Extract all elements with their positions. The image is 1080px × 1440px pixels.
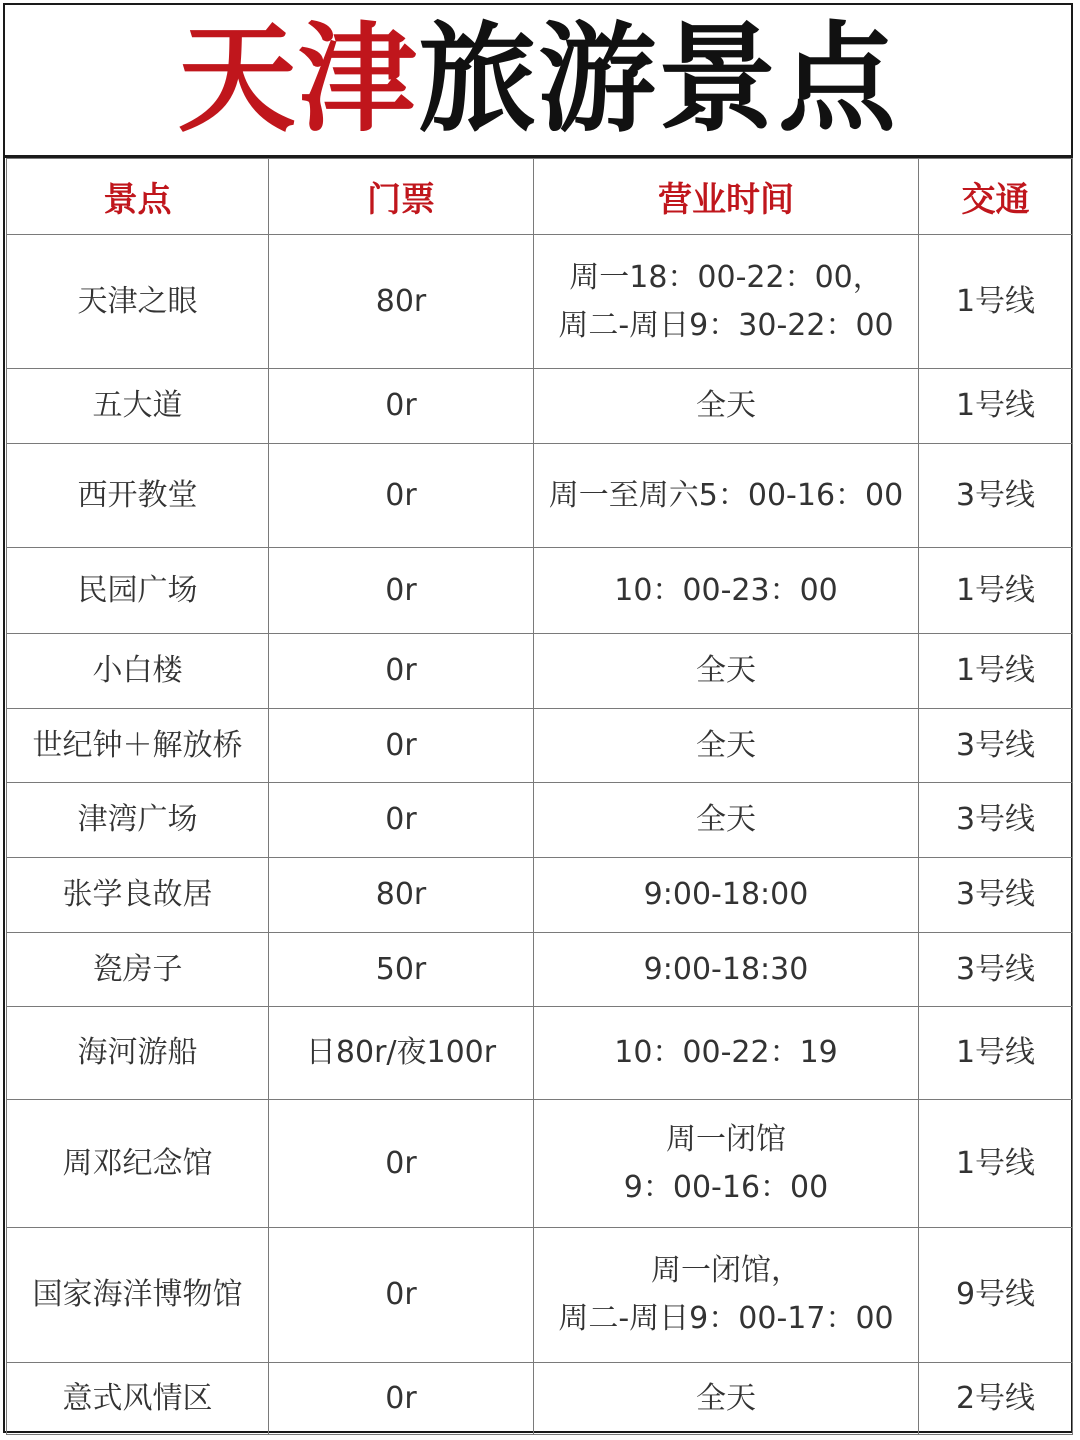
cell-transit: 1号线 bbox=[919, 369, 1073, 444]
header-ticket: 门票 bbox=[269, 159, 534, 235]
hours-line: 10：00-22：19 bbox=[614, 1035, 838, 1070]
table-body bbox=[7, 235, 1073, 1435]
table-row bbox=[7, 1363, 1073, 1435]
table-row bbox=[7, 1007, 1073, 1100]
cell-attraction: 周邓纪念馆 bbox=[7, 1100, 269, 1228]
cell-transit: 3号线 bbox=[919, 933, 1073, 1007]
cell-attraction: 瓷房子 bbox=[7, 933, 269, 1007]
table-row bbox=[7, 548, 1073, 634]
table-row bbox=[7, 444, 1073, 548]
header-transit: 交通 bbox=[919, 159, 1073, 235]
header-attraction: 景点 bbox=[7, 159, 269, 235]
cell-ticket: 0r bbox=[269, 369, 534, 444]
cell-transit: 3号线 bbox=[919, 858, 1073, 933]
hours-line: 全天 bbox=[696, 802, 756, 837]
cell-transit: 1号线 bbox=[919, 1007, 1073, 1100]
cell-hours bbox=[534, 235, 919, 369]
cell-hours bbox=[534, 1363, 919, 1435]
cell-hours bbox=[534, 1007, 919, 1100]
cell-ticket: 0r bbox=[269, 1363, 534, 1435]
cell-hours bbox=[534, 634, 919, 709]
cell-transit: 1号线 bbox=[919, 634, 1073, 709]
title-rest: 旅游景点 bbox=[418, 10, 899, 148]
table-row bbox=[7, 235, 1073, 369]
cell-ticket: 0r bbox=[269, 1228, 534, 1363]
cell-transit: 1号线 bbox=[919, 1100, 1073, 1228]
header-hours: 营业时间 bbox=[534, 159, 919, 235]
cell-hours bbox=[534, 1228, 919, 1363]
table-row bbox=[7, 783, 1073, 858]
cell-ticket: 80r bbox=[269, 235, 534, 369]
cell-hours bbox=[534, 709, 919, 783]
cell-attraction: 小白楼 bbox=[7, 634, 269, 709]
cell-transit: 3号线 bbox=[919, 709, 1073, 783]
cell-transit: 9号线 bbox=[919, 1228, 1073, 1363]
table-row bbox=[7, 634, 1073, 709]
hours-line: 10：00-23：00 bbox=[614, 572, 838, 608]
cell-ticket: 0r bbox=[269, 783, 534, 858]
table-row bbox=[7, 709, 1073, 783]
hours-line: 全天 bbox=[696, 653, 756, 688]
hours-line: 周一闭馆 bbox=[666, 1121, 786, 1157]
cell-attraction: 国家海洋博物馆 bbox=[7, 1228, 269, 1363]
cell-ticket: 0r bbox=[269, 634, 534, 709]
cell-attraction: 五大道 bbox=[7, 369, 269, 444]
hours-line: 周一18：00-22：00， bbox=[569, 259, 883, 295]
hours-line: 9:00-18:00 bbox=[643, 877, 809, 912]
cell-hours bbox=[534, 369, 919, 444]
cell-transit: 1号线 bbox=[919, 235, 1073, 369]
cell-ticket: 0r bbox=[269, 709, 534, 783]
cell-transit: 3号线 bbox=[919, 783, 1073, 858]
cell-hours bbox=[534, 548, 919, 634]
cell-attraction: 西开教堂 bbox=[7, 444, 269, 548]
hours-line: 9:00-18:30 bbox=[643, 951, 809, 987]
cell-ticket: 0r bbox=[269, 548, 534, 634]
cell-hours bbox=[534, 1100, 919, 1228]
cell-hours bbox=[534, 933, 919, 1007]
cell-hours bbox=[534, 858, 919, 933]
hours-line: 周二-周日9：00-17：00 bbox=[558, 1301, 894, 1336]
cell-attraction: 意式风情区 bbox=[7, 1363, 269, 1435]
hours-line: 全天 bbox=[696, 388, 756, 423]
hours-line: 9：00-16：00 bbox=[623, 1169, 829, 1205]
attractions-table bbox=[6, 158, 1073, 1435]
cell-hours bbox=[534, 444, 919, 548]
hours-line: 全天 bbox=[696, 1380, 756, 1416]
title-bar bbox=[3, 3, 1073, 158]
cell-ticket: 0r bbox=[269, 1100, 534, 1228]
cell-attraction: 张学良故居 bbox=[7, 858, 269, 933]
table-row bbox=[7, 369, 1073, 444]
cell-transit: 1号线 bbox=[919, 548, 1073, 634]
cell-attraction: 民园广场 bbox=[7, 548, 269, 634]
hours-line: 周一闭馆， bbox=[651, 1253, 801, 1288]
page-title bbox=[177, 10, 899, 148]
cell-transit: 2号线 bbox=[919, 1363, 1073, 1435]
cell-ticket: 0r bbox=[269, 444, 534, 548]
cell-attraction: 津湾广场 bbox=[7, 783, 269, 858]
table-row bbox=[7, 858, 1073, 933]
title-accent: 天津 bbox=[177, 10, 418, 148]
hours-line: 周一至周六5：00-16：00 bbox=[548, 477, 904, 513]
table-row bbox=[7, 1228, 1073, 1363]
cell-ticket: 50r bbox=[269, 933, 534, 1007]
table-row bbox=[7, 933, 1073, 1007]
cell-attraction: 海河游船 bbox=[7, 1007, 269, 1100]
hours-line: 全天 bbox=[696, 727, 756, 763]
table-row bbox=[7, 1100, 1073, 1228]
cell-ticket: 80r bbox=[269, 858, 534, 933]
cell-transit: 3号线 bbox=[919, 444, 1073, 548]
cell-hours bbox=[534, 783, 919, 858]
header-row bbox=[7, 159, 1073, 235]
cell-attraction: 世纪钟＋解放桥 bbox=[7, 709, 269, 783]
cell-attraction: 天津之眼 bbox=[7, 235, 269, 369]
cell-ticket: 日80r/夜100r bbox=[269, 1007, 534, 1100]
hours-line: 周二-周日9：30-22：00 bbox=[558, 307, 894, 343]
